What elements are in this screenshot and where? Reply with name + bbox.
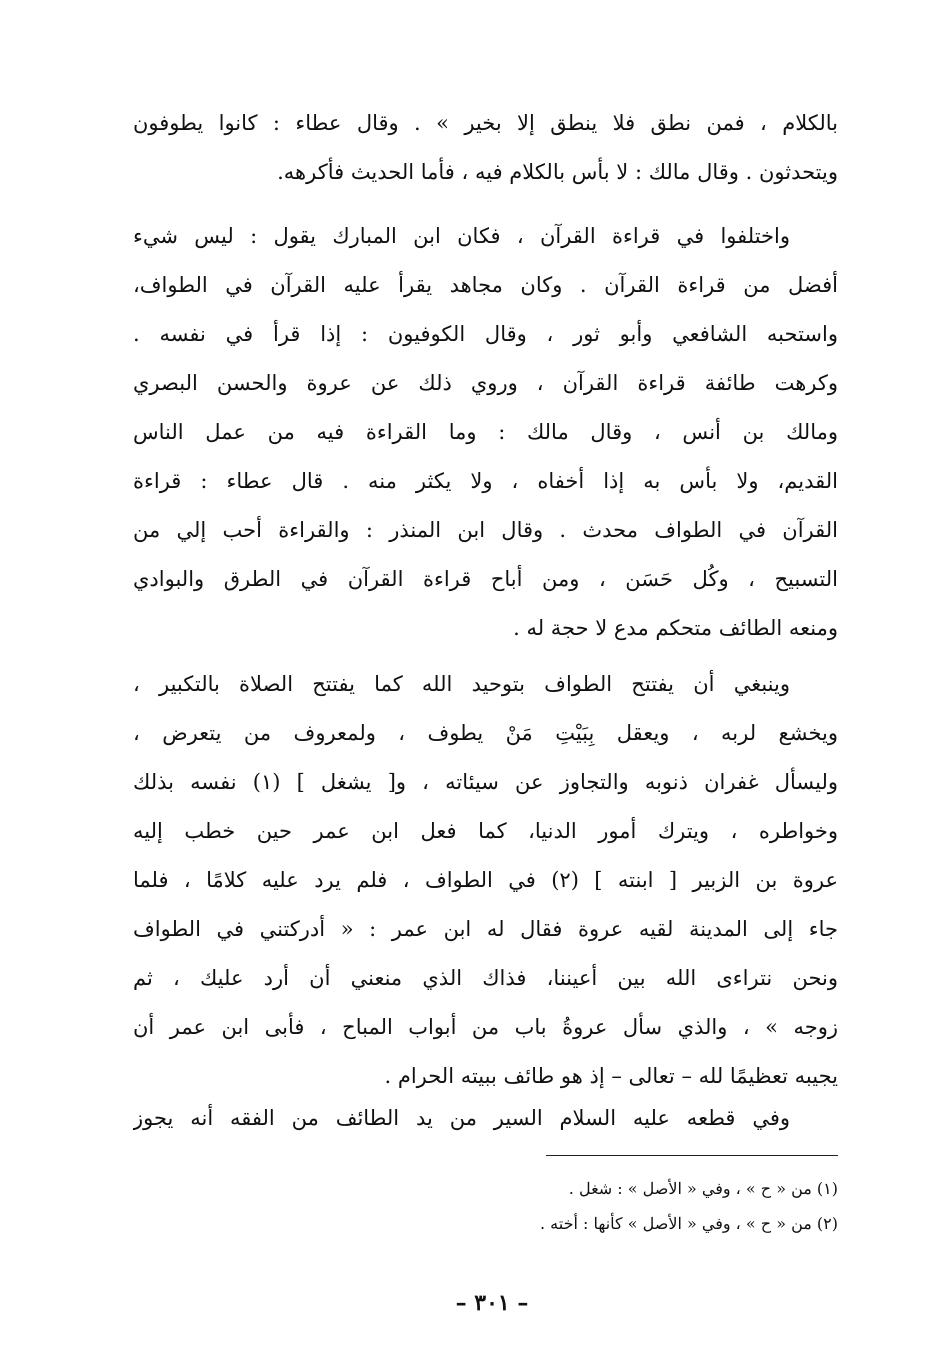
footnote-1: (١) من « ح » ، وفي « الأصل » : شغل . xyxy=(568,1179,838,1198)
text-line: وكرهت طائفة قراءة القرآن ، وروي ذلك عن عروة والحسن البصري xyxy=(133,371,838,395)
page-number: – ٣٠١ – xyxy=(455,1290,529,1316)
text-line: يجيبه تعظيمًا لله – تعالى – إذ هو طائف ببيته الحرام . xyxy=(384,1064,838,1088)
text-line: ومالك بن أنس ، وقال مالك : وما القراءة فيه من عمل الناس xyxy=(133,420,838,444)
text-line: ونحن نتراءى الله بين أعيننا، فذاك الذي منعني أن أرد عليك ، ثم xyxy=(133,966,838,990)
footnote-divider xyxy=(546,1155,838,1156)
text-line: زوجه » ، والذي سأل عروةُ باب من أبواب المباح ، فأبى ابن عمر أن xyxy=(133,1015,838,1039)
text-line: جاء إلى المدينة لقيه عروة فقال له ابن عمر : « أدركتني في الطواف xyxy=(133,917,838,941)
paragraph-3 xyxy=(133,660,838,1101)
text-line: واستحبه الشافعي وأبو ثور ، وقال الكوفيون : إذا قرأ في نفسه . xyxy=(133,322,838,346)
text-line: بالكلام ، فمن نطق فلا ينطق إلا بخير » . وقال عطاء : كانوا يطوفون xyxy=(133,111,838,135)
text-line: وفي قطعه عليه السلام السير من يد الطائف من الفقه أنه يجوز xyxy=(133,1106,790,1130)
paragraph-4 xyxy=(133,1094,838,1143)
text-line: القديم، ولا بأس به إذا أخفاه ، ولا يكثر منه . قال عطاء : قراءة xyxy=(133,469,838,493)
paragraph-2 xyxy=(133,212,838,653)
text-line: عروة بن الزبير [ ابنته ] (٢) في الطواف ، فلم يرد عليه كلامًا ، فلما xyxy=(133,868,838,892)
text-line: ويتحدثون . وقال مالك : لا بأس بالكلام فيه ، فأما الحديث فأكرهه. xyxy=(277,160,838,184)
text-line: القرآن في الطواف محدث . وقال ابن المنذر : والقراءة أحب إلي من xyxy=(133,518,838,542)
text-line: ويخشع لربه ، ويعقل بِبَيْتِ مَنْ يطوف ، ولمعروف من يتعرض ، xyxy=(133,721,838,745)
text-line: واختلفوا في قراءة القرآن ، فكان ابن المبارك يقول : ليس شيء xyxy=(133,224,790,248)
text-line: ومنعه الطائف متحكم مدع لا حجة له . xyxy=(513,616,838,640)
text-line: وينبغي أن يفتتح الطواف بتوحيد الله كما يفتتح الصلاة بالتكبير ، xyxy=(133,672,790,696)
footnotes xyxy=(300,1171,838,1241)
text-line: وخواطره ، ويترك أمور الدنيا، كما فعل ابن عمر حين خطب إليه xyxy=(133,819,838,843)
footnote-2: (٢) من « ح » ، وفي « الأصل » كأنها : أخته . xyxy=(540,1214,838,1233)
text-line: التسبيح ، وكُل حَسَن ، ومن أباح قراءة القرآن في الطرق والبوادي xyxy=(133,567,838,591)
paragraph-1 xyxy=(133,99,838,197)
text-line: وليسأل غفران ذنوبه والتجاوز عن سيئاته ، و[ يشغل ] (١) نفسه بذلك xyxy=(133,770,838,794)
text-line: أفضل من قراءة القرآن . وكان مجاهد يقرأ عليه القرآن في الطواف، xyxy=(133,273,838,297)
